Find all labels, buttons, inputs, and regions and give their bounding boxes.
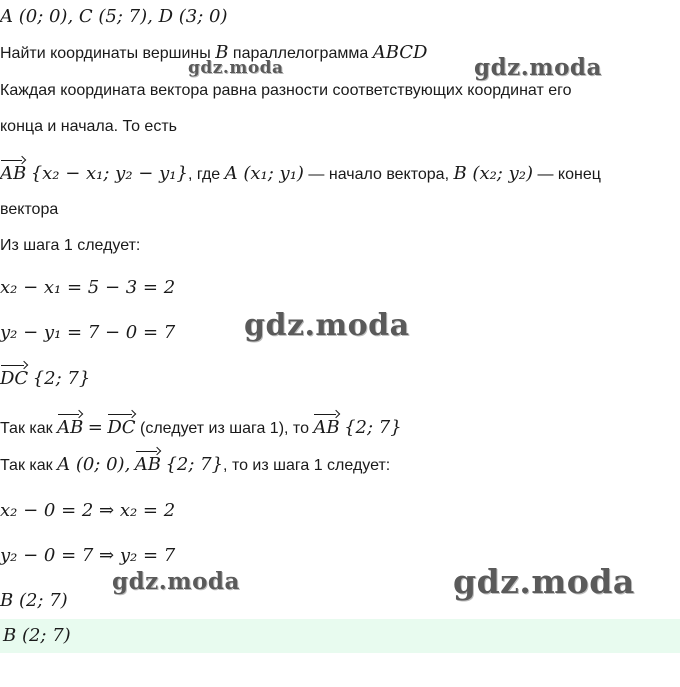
since2-suffix: , то из шага 1 следует: <box>223 457 391 474</box>
rule-line-1: Каждая координата вектора равна разности соответствующих координат его <box>0 82 572 99</box>
start-point: A (x₁; y₁) <box>224 163 304 184</box>
vector-ab: AB <box>313 417 340 438</box>
given-text: A (0; 0), C (5; 7), D (3; 0) <box>0 6 228 27</box>
vector-ab: AB <box>134 454 161 475</box>
vector-ab: AB <box>57 417 84 438</box>
vector-dc-line <box>0 368 90 391</box>
equals-sign: = <box>87 417 103 438</box>
watermark: gdz.moda <box>188 58 284 78</box>
since2-point: A (0; 0), <box>57 454 131 475</box>
vector-definition-line-2: вектора <box>0 201 59 218</box>
equation-y2: y₂ − 0 = 7 ⇒ y₂ = 7 <box>0 545 176 566</box>
step1-intro: Из шага 1 следует: <box>0 237 141 254</box>
watermark: gdz.moda <box>112 568 240 595</box>
end-label: — конец <box>537 166 601 183</box>
task-line <box>0 42 427 65</box>
vector-definition <box>0 163 601 186</box>
given-points <box>0 6 227 29</box>
result-line: B (2; 7) <box>0 590 68 611</box>
watermark: gdz.moda <box>244 308 410 343</box>
vector-ab: AB <box>0 163 27 184</box>
answer-text: B (2; 7) <box>3 625 71 646</box>
vector-components: {x₂ − x₁; y₂ − y₁} <box>30 163 188 184</box>
since1-middle: (следует из шага 1), то <box>140 420 309 437</box>
vector-dc-result: {2; 7} <box>32 368 91 389</box>
equation-x: x₂ − x₁ = 5 − 3 = 2 <box>0 277 176 298</box>
vector-def-mid: , где <box>187 166 221 183</box>
task-prefix: Найти координаты вершины <box>0 45 211 62</box>
since2-prefix: Так как <box>0 457 53 474</box>
rule-line-2: конца и начала. То есть <box>0 118 177 135</box>
answer-box <box>0 619 680 653</box>
task-suffix: параллелограмма <box>232 45 369 62</box>
since2-result: {2; 7} <box>165 454 224 475</box>
equation-y: y₂ − y₁ = 7 − 0 = 7 <box>0 322 176 343</box>
since-line-1 <box>0 417 402 440</box>
since1-result: {2; 7} <box>344 417 402 438</box>
watermark: gdz.moda <box>453 562 635 601</box>
start-label: — начало вектора, <box>308 166 450 183</box>
end-point: B (x₂; y₂) <box>453 163 534 184</box>
task-vertex: B <box>215 42 229 63</box>
vector-dc: DC <box>0 368 29 389</box>
since1-prefix: Так как <box>0 420 53 437</box>
watermark: gdz.moda <box>474 54 602 81</box>
equation-x2: x₂ − 0 = 2 ⇒ x₂ = 2 <box>0 500 176 521</box>
since-line-2 <box>0 454 390 477</box>
vector-dc: DC <box>107 417 136 438</box>
task-figure: ABCD <box>372 42 428 63</box>
